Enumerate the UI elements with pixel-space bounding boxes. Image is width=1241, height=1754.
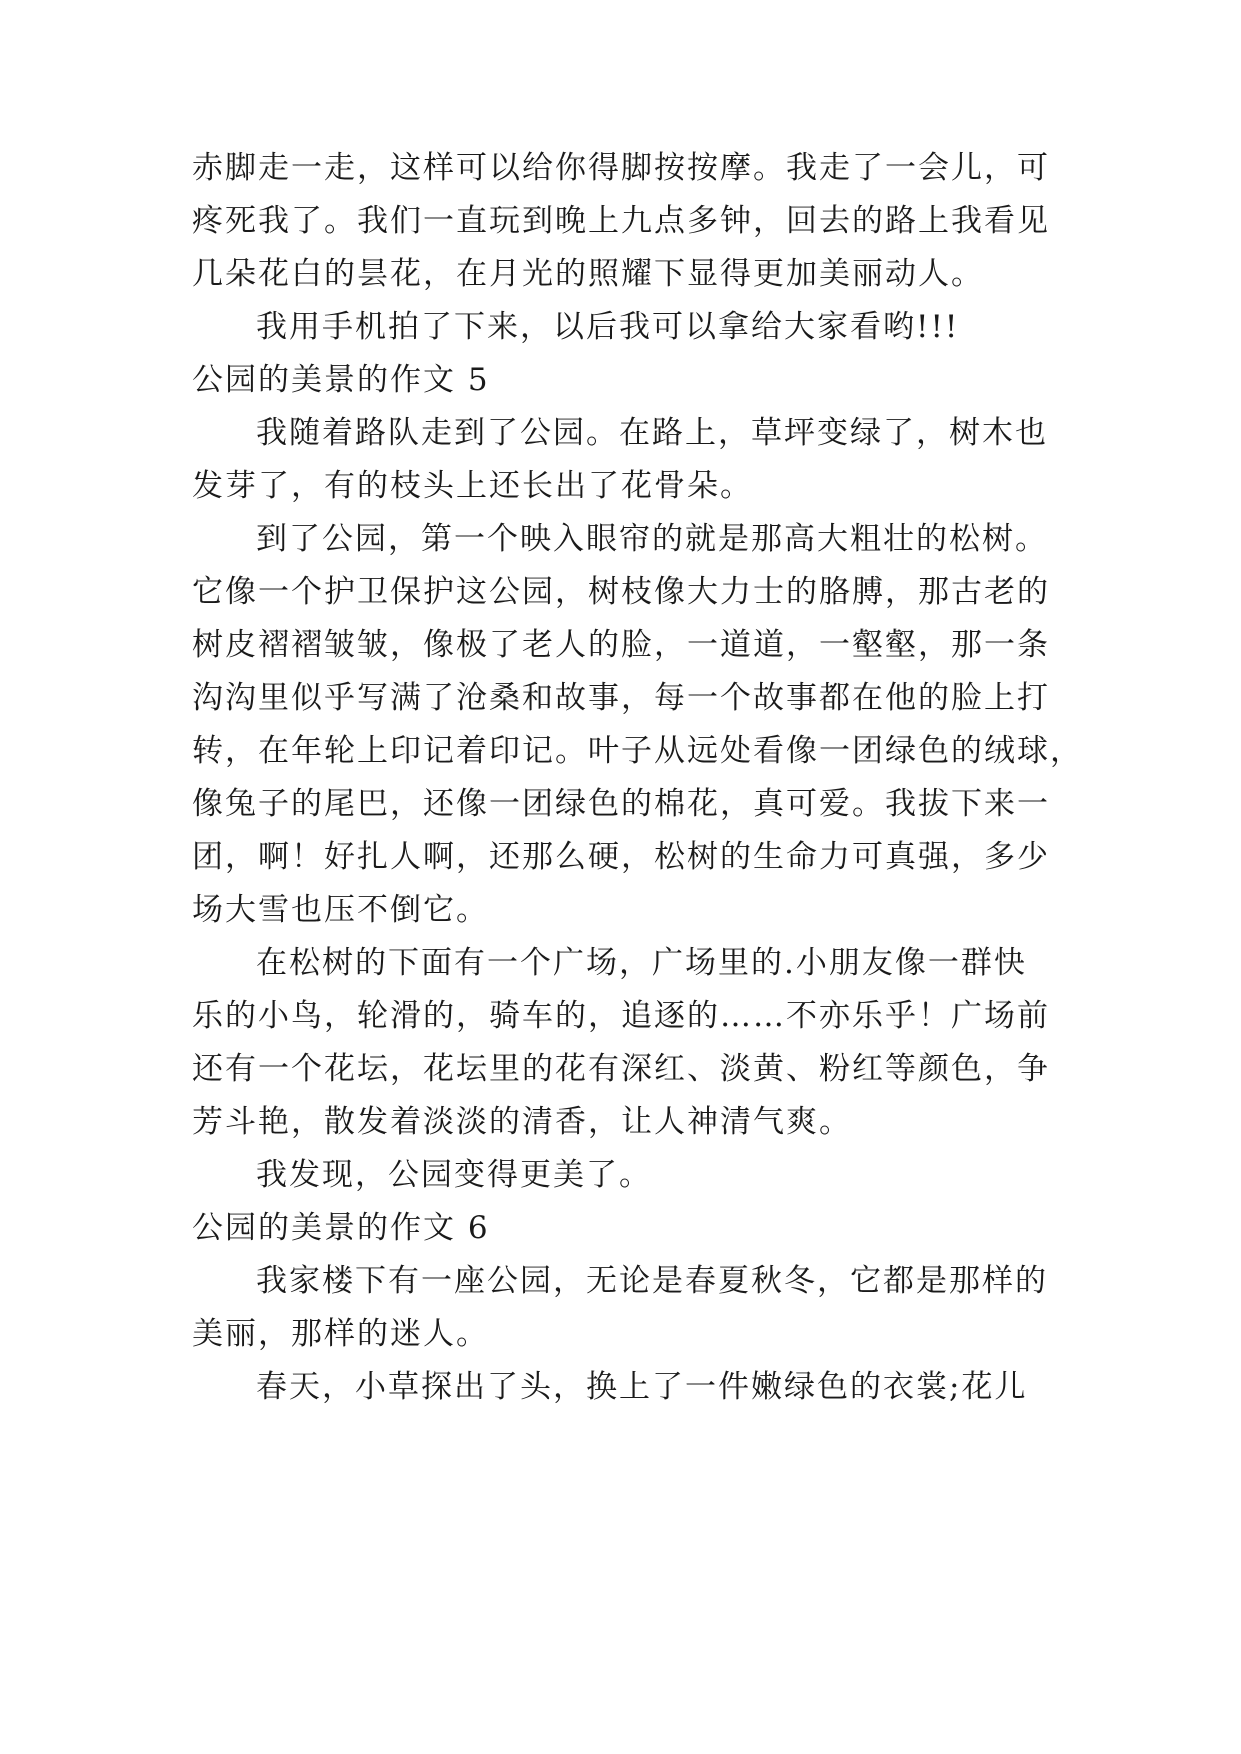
- paragraph-line: 赤脚走一走，这样可以给你得脚按按摩。我走了一会儿，可: [192, 150, 1050, 186]
- paragraph-line: 我随着路队走到了公园。在路上，草坪变绿了，树木也: [256, 415, 1048, 451]
- paragraph-line: 团，啊！好扎人啊，还那么硬，松树的生命力可真强，多少: [192, 839, 1050, 875]
- paragraph-line: 在松树的下面有一个广场，广场里的.小朋友像一群快: [256, 945, 1027, 981]
- paragraph-line: 到了公园，第一个映入眼帘的就是那高大粗壮的松树。: [256, 521, 1048, 557]
- paragraph-line: 树皮褶褶皱皱，像极了老人的脸，一道道，一壑壑，那一条: [192, 627, 1050, 663]
- paragraph-line: 春天，小草探出了头，换上了一件嫩绿色的衣裳;花儿: [256, 1369, 1028, 1405]
- paragraph-line: 我发现，公园变得更美了。: [256, 1157, 652, 1193]
- section-heading: 公园的美景的作文 6: [192, 1210, 490, 1246]
- paragraph-line: 我用手机拍了下来，以后我可以拿给大家看哟!!!: [256, 309, 960, 345]
- paragraph-line: 乐的小鸟，轮滑的，骑车的，追逐的……不亦乐乎！广场前: [192, 998, 1050, 1034]
- paragraph-line: 发芽了，有的枝头上还长出了花骨朵。: [192, 468, 753, 504]
- section-heading: 公园的美景的作文 5: [192, 362, 490, 398]
- paragraph-line: 我家楼下有一座公园，无论是春夏秋冬，它都是那样的: [256, 1263, 1048, 1299]
- paragraph-line: 沟沟里似乎写满了沧桑和故事，每一个故事都在他的脸上打: [192, 680, 1050, 716]
- paragraph-line: 像兔子的尾巴，还像一团绿色的棉花，真可爱。我拔下来一: [192, 786, 1050, 822]
- paragraph-line: 转，在年轮上印记着印记。叶子从远处看像一团绿色的绒球，: [192, 733, 1083, 769]
- paragraph-line: 还有一个花坛，花坛里的花有深红、淡黄、粉红等颜色，争: [192, 1051, 1050, 1087]
- paragraph-line: 几朵花白的昙花，在月光的照耀下显得更加美丽动人。: [192, 256, 984, 292]
- paragraph-line: 场大雪也压不倒它。: [192, 892, 489, 928]
- paragraph-line: 它像一个护卫保护这公园，树枝像大力士的胳膊，那古老的: [192, 574, 1050, 610]
- paragraph-line: 疼死我了。我们一直玩到晚上九点多钟，回去的路上我看见: [192, 203, 1050, 239]
- paragraph-line: 美丽，那样的迷人。: [192, 1316, 489, 1352]
- paragraph-line: 芳斗艳，散发着淡淡的清香，让人神清气爽。: [192, 1104, 852, 1140]
